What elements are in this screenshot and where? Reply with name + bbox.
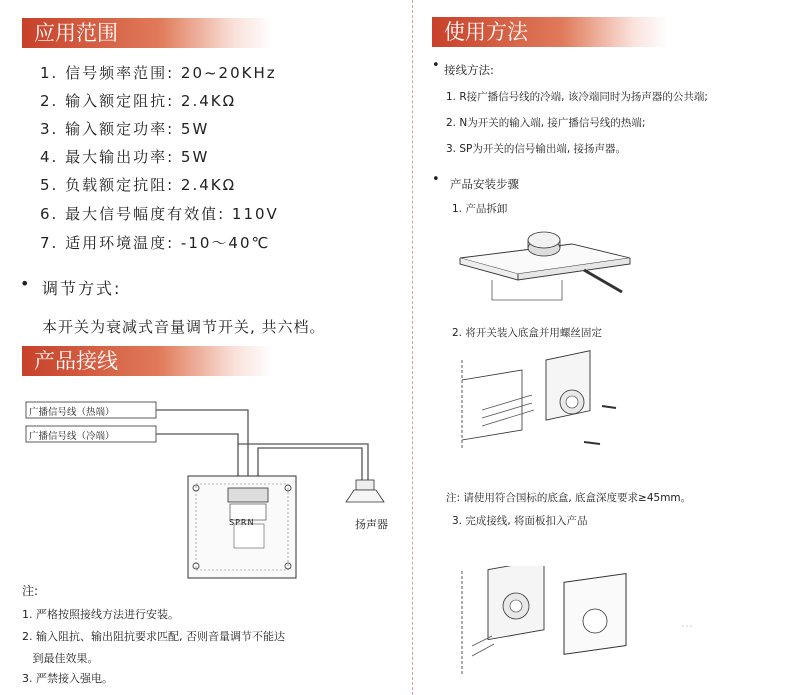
column-divider: [412, 0, 413, 695]
wiring-method-title: 接线方法:: [444, 63, 494, 77]
note-item: 3. 严禁接入强电。: [22, 672, 113, 685]
install-step-1: 1. 产品拆卸: [452, 203, 508, 215]
note-item: 1. 严格按照接线方法进行安装。: [22, 608, 179, 621]
terminal-label: SPRN: [229, 518, 255, 527]
install-step-3: 3. 完成接线, 将面板扣入产品: [452, 515, 588, 527]
panel-illustration: [452, 566, 692, 686]
wiring-step: 2. N为开关的输入端, 接广播信号线的热端;: [446, 117, 646, 129]
section-title-usage: 使用方法: [432, 17, 668, 47]
notes-title: 注:: [22, 584, 39, 598]
spec-item: 5. 负载额定抗阻: 2.4KΩ: [40, 176, 237, 194]
adjust-title: 调节方式:: [42, 279, 122, 298]
wiring-diagram: [20, 388, 410, 588]
wiring-step: 3. SP为开关的信号输出端, 接扬声器。: [446, 143, 627, 155]
adjust-text: 本开关为衰减式音量调节开关, 共六档。: [42, 318, 326, 336]
bullet-icon: •: [432, 172, 440, 187]
install-step-2: 2. 将开关装入底盒并用螺丝固定: [452, 327, 602, 339]
note-item: 2. 输入阻抗、输出阻抗要求匹配, 否则音量调节不能达: [22, 630, 285, 643]
install-note: 注: 请使用符合国标的底盒, 底盒深度要求≥45mm。: [446, 492, 692, 504]
spec-item: 6. 最大信号幅度有效值: 110V: [40, 205, 279, 223]
disassembly-illustration: [452, 218, 632, 308]
spec-item: 7. 适用环境温度: -10～40℃: [40, 234, 271, 252]
terminal-block: [228, 488, 268, 502]
cold-wire-label: 广播信号线（冷端）: [29, 431, 115, 442]
section-title-application: 应用范围: [22, 18, 272, 48]
install-steps-title: 产品安装步骤: [450, 177, 519, 191]
wiring-step: 1. R接广播信号线的冷端, 该冷端同时为扬声器的公共端;: [446, 91, 708, 103]
bullet-icon: •: [432, 58, 440, 73]
speaker-label: 扬声器: [355, 518, 388, 531]
section-title-wiring: 产品接线: [22, 346, 272, 376]
bullet-icon: •: [20, 274, 30, 293]
spec-item: 4. 最大输出功率: 5W: [40, 148, 210, 166]
spec-item: 2. 输入额定阻抗: 2.4KΩ: [40, 92, 237, 110]
spec-item: 3. 输入额定功率: 5W: [40, 120, 210, 138]
hot-wire-label: 广播信号线（热端）: [29, 407, 115, 418]
mounting-illustration: [452, 350, 632, 470]
note-item: 到最佳效果。: [22, 652, 99, 665]
speaker-icon: [356, 480, 374, 490]
spec-item: 1. 信号频率范围: 20~20KHz: [40, 64, 277, 82]
